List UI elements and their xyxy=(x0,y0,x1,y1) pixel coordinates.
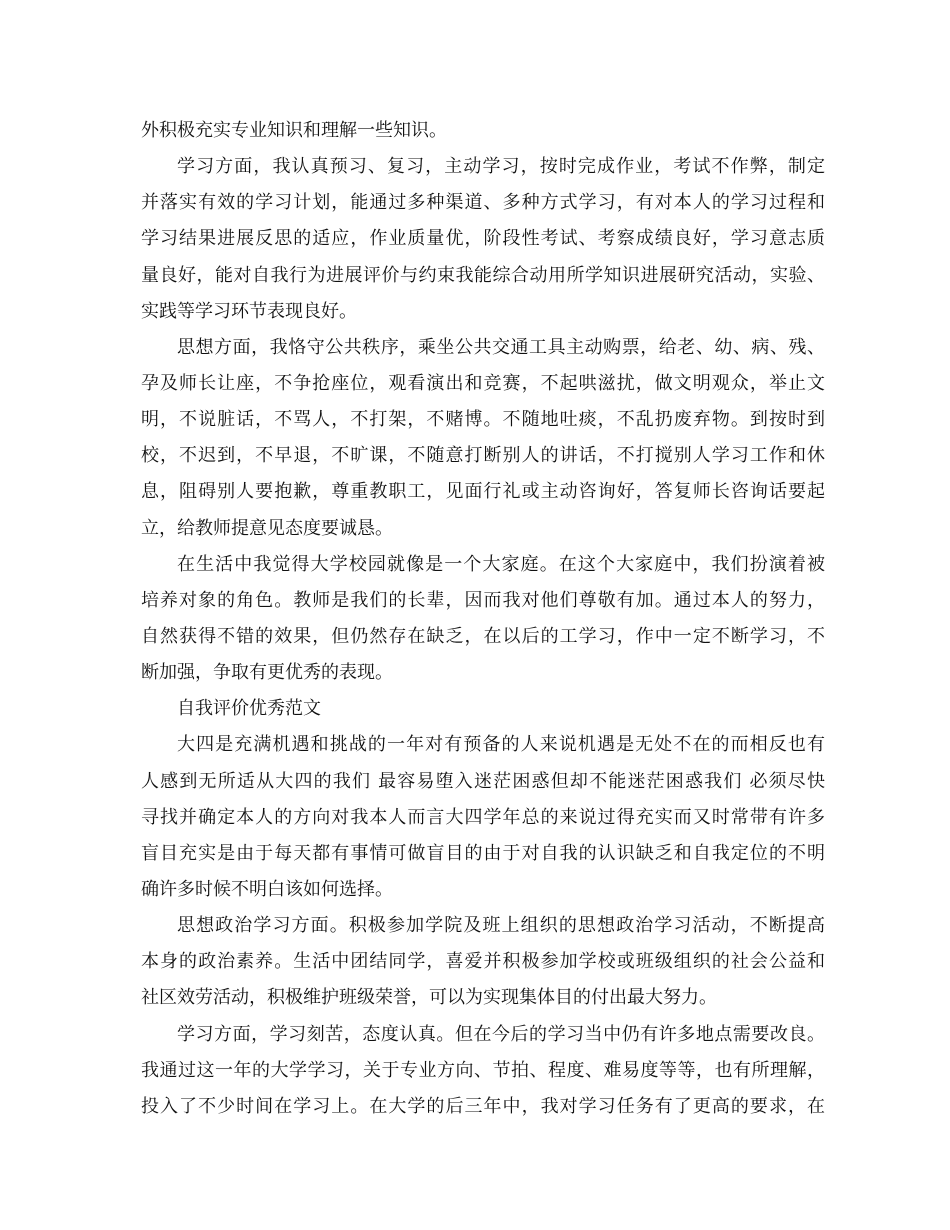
text-line: 量良好，能对自我行为进展评价与约束我能综合动用所学知识进展研究活动，实验、 xyxy=(141,264,825,286)
text-line: 思想方面，我恪守公共秩序，乘坐公共交通工具主动购票，给老、幼、病、残、 xyxy=(177,336,825,358)
text-line: 立，给教师提意见态度要诚恳。 xyxy=(141,517,393,539)
text-line: 校，不迟到，不早退，不旷课，不随意打断别人的讲话，不打搅别人学习工作和休 xyxy=(141,445,825,467)
text-line: 我通过这一年的大学学习，关于专业方向、节拍、程度、难易度等等，也有所理解， xyxy=(141,1059,825,1081)
text-line: 外积极充实专业知识和理解一些知识。 xyxy=(141,120,447,141)
text-line: 学习方面，学习刻苦，态度认真。但在今后的学习当中仍有许多地点需要改良。 xyxy=(177,1023,825,1045)
text-line: 社区效劳活动，积极维护班级荣誉，可以为实现集体目的付出最大努力。 xyxy=(141,987,717,1009)
text-line: 投入了不少时间在学习上。在大学的后三年中，我对学习任务有了更高的要求，在 xyxy=(141,1095,825,1117)
text-line: 寻找并确定本人的方向对我本人而言大四学年总的来说过得充实而又时常带有许多 xyxy=(141,806,825,828)
text-line: 并落实有效的学习计划，能通过多种渠道、多种方式学习，有对本人的学习过程和 xyxy=(141,192,825,214)
text-line: 自然获得不错的效果，但仍然存在缺乏，在以后的工学习，作中一定不断学习，不 xyxy=(141,625,825,647)
text-line: 在生活中我觉得大学校园就像是一个大家庭。在这个大家庭中，我们扮演着被 xyxy=(177,553,825,575)
text-line: 息，阻碍别人要抱歉，尊重教职工，见面行礼或主动咨询好，答复师长咨询话要起 xyxy=(141,481,825,503)
body-text xyxy=(141,113,825,1125)
text-line: 明，不说脏话，不骂人，不打架，不赌博。不随地吐痰，不乱扔废弃物。到按时到 xyxy=(141,409,825,431)
text-line: 学习结果进展反思的适应，作业质量优，阶段性考试、考察成绩良好，学习意志质 xyxy=(141,228,825,250)
text-line: 思想政治学习方面。积极参加学院及班上组织的思想政治学习活动，不断提高 xyxy=(177,915,825,937)
text-line: 断加强，争取有更优秀的表现。 xyxy=(141,662,393,684)
text-line: 人感到无所适从大四的我们 最容易堕入迷茫困惑但却不能迷茫困惑我们 必须尽快 xyxy=(141,770,825,792)
text-line: 学习方面，我认真预习、复习，主动学习，按时完成作业，考试不作弊，制定 xyxy=(177,156,825,178)
text-line: 本身的政治素养。生活中团结同学，喜爱并积极参加学校或班级组织的社会公益和 xyxy=(141,951,825,973)
text-line: 自我评价优秀范文 xyxy=(177,698,321,720)
text-line: 大四是充满机遇和挑战的一年对有预备的人来说机遇是无处不在的而相反也有 xyxy=(177,734,825,756)
text-line: 盲目充实是由于每天都有事情可做盲目的由于对自我的认识缺乏和自我定位的不明 xyxy=(141,842,825,864)
text-line: 实践等学习环节表现良好。 xyxy=(141,300,357,322)
text-line: 培养对象的角色。教师是我们的长辈，因而我对他们尊敬有加。通过本人的努力， xyxy=(141,589,825,611)
text-line: 孕及师长让座，不争抢座位，观看演出和竞赛，不起哄滋扰，做文明观众，举止文 xyxy=(141,372,825,394)
text-line: 确许多时候不明白该如何选择。 xyxy=(141,878,393,900)
